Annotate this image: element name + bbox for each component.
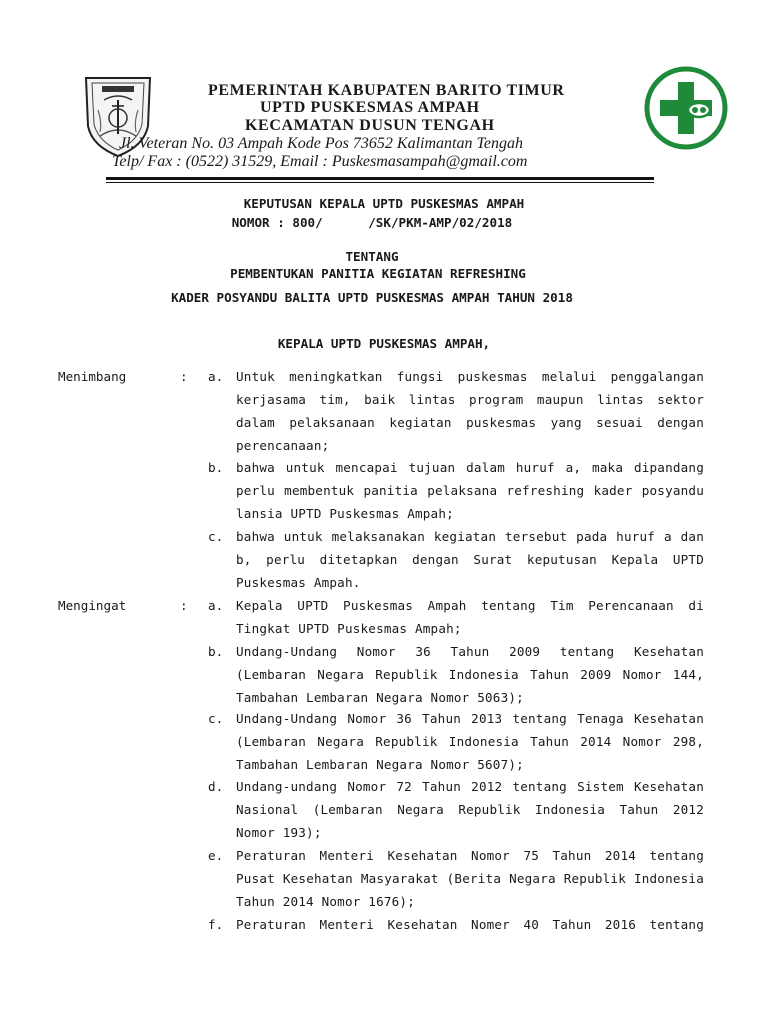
menimbang-item-b: bahwa untuk mencapai tujuan dalam huruf a, maka dipandang perlu membentuk panitia pelaksana refreshing kader posyandu lansia UPTD Puskesmas Ampah; <box>236 460 704 521</box>
kop-district: KECAMATAN DUSUN TENGAH <box>245 117 495 134</box>
menimbang-marker-a: a. <box>208 369 224 384</box>
decree-issuer: KEPALA UPTD PUSKESMAS AMPAH, <box>277 336 491 351</box>
mengingat-item-b: Undang-Undang Nomor 36 Tahun 2009 tentang Kesehatan (Lembaran Negara Republik Indonesia Tahun 2009 Nomor 144, Tambahan Lembaran Negara Nomor 5063); <box>236 644 704 705</box>
letterhead-rule-thin <box>106 182 654 183</box>
decree-title: KEPUTUSAN KEPALA UPTD PUSKESMAS AMPAH <box>243 196 525 211</box>
mengingat-item-e: Peraturan Menteri Kesehatan Nomor 75 Tahun 2014 tentang Pusat Kesehatan Masyarakat (Berita Negara Republik Indonesia Tahun 2014 Nomor 1676); <box>236 848 704 909</box>
menimbang-marker-c: c. <box>208 529 224 544</box>
mengingat-item-a: Kepala UPTD Puskesmas Ampah tentang Tim Perencanaan di Tingkat UPTD Puskesmas Ampah; <box>236 598 704 636</box>
mengingat-marker-d: d. <box>208 779 224 794</box>
kop-contact: Telp/ Fax : (0522) 31529, Email : Puskesmasampah@gmail.com <box>112 153 528 170</box>
menimbang-item-c: bahwa untuk melaksanakan kegiatan tersebut pada huruf a dan b, perlu ditetapkan dengan Surat keputusan Kepala UPTD Puskesmas Ampah. <box>236 529 704 590</box>
kop-government: PEMERINTAH KABUPATEN BARITO TIMUR <box>208 82 565 99</box>
mengingat-marker-c: c. <box>208 711 224 726</box>
letterhead-rule-thick <box>106 177 654 180</box>
mengingat-item-d: Undang-undang Nomor 72 Tahun 2012 tentang Sistem Kesehatan Nasional (Lembaran Negara Republik Indonesia Tahun 2012 Nomor 193); <box>236 779 704 840</box>
kop-address: Jl. Veteran No. 03 Ampah Kode Pos 73652 Kalimantan Tengah <box>119 135 523 152</box>
decree-subject-line1: PEMBENTUKAN PANITIA KEGIATAN REFRESHING <box>230 266 526 281</box>
menimbang-marker-b: b. <box>208 460 224 475</box>
decree-about: TENTANG <box>345 249 399 264</box>
decree-subject-line2: KADER POSYANDU BALITA UPTD PUSKESMAS AMPAH TAHUN 2018 <box>171 290 573 305</box>
decree-number: NOMOR : 800/ /SK/PKM-AMP/02/2018 <box>231 215 513 230</box>
kop-institution: UPTD PUSKESMAS AMPAH <box>260 99 480 116</box>
mengingat-item-c: Undang-Undang Nomor 36 Tahun 2013 tentang Tenaga Kesehatan (Lembaran Negara Republik Indonesia Tahun 2014 Nomor 298, Tambahan Lembaran Negara Nomor 5607); <box>236 711 704 772</box>
mengingat-marker-f: f. <box>208 917 224 932</box>
mengingat-marker-b: b. <box>208 644 224 659</box>
mengingat-label: Mengingat <box>58 598 127 613</box>
mengingat-marker-e: e. <box>208 848 224 863</box>
menimbang-item-a: Untuk meningkatkan fungsi puskesmas melalui penggalangan kerjasama tim, baik lintas program maupun lintas sektor dalam pelaksanaan kegiatan puskesmas yang sesuai dengan perencanaan; <box>236 369 704 453</box>
puskesmas-logo-icon <box>643 66 729 150</box>
menimbang-colon: : <box>180 369 188 384</box>
mengingat-item-f: Peraturan Menteri Kesehatan Nomer 40 Tahun 2016 tentang <box>236 917 704 932</box>
menimbang-label: Menimbang <box>58 369 127 384</box>
mengingat-marker-a: a. <box>208 598 224 613</box>
mengingat-colon: : <box>180 598 188 613</box>
